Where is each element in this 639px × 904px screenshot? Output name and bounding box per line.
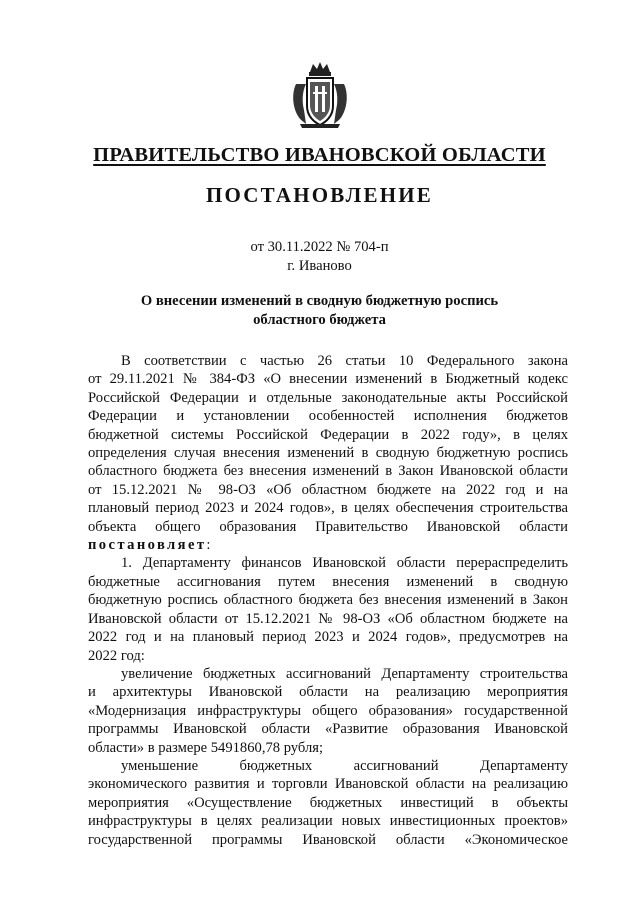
body-line: объекта общего образования Правительство Ивановской области [88,518,568,535]
body-line: 1. Департаменту финансов Ивановской области перераспределить [121,555,568,572]
date-and-place [0,238,639,276]
body-line: В соответствии с частью 26 статьи 10 Федерального закона [121,353,568,369]
coat-of-arms-emblem [290,62,350,128]
body-line: Ивановской области от 15.12.2021 № 98-ОЗ «Об областном бюджете на [88,610,568,627]
resolves-line [88,536,568,554]
body-line: от 29.11.2021 № 384-ФЗ «О внесении изменений в Бюджетный кодекс [88,371,568,388]
body-line: бюджетную роспись областного бюджета без внесения изменений в Закон [88,592,568,609]
body-line: 2022 год: [88,647,145,664]
date-number: от 30.11.2022 № 704-п [250,239,389,255]
document-body [88,352,568,849]
body-line: программы Ивановской области «Развитие образования Ивановской [88,721,568,738]
body-line: государственной программы Ивановской области «Экономическое [88,831,568,848]
body-line: уменьшение бюджетных ассигнований Департаменту [121,757,568,774]
city: г. Иваново [287,258,352,274]
body-line: от 15.12.2021 № 98-ОЗ «Об областном бюджете на 2022 год и на [88,481,568,498]
body-line: Российской Федерации и отдельные законодательные акты Российской [88,389,568,406]
body-line: определения случая внесения изменений в сводную бюджетную роспись [88,445,568,462]
body-line: экономического развития и торговли Ивановской области на реализацию [88,776,568,793]
body-line: инфраструктуры в целях реализации новых инвестиционных проектов» [88,813,568,830]
body-line: и архитектуры Ивановской области на реализацию мероприятия [88,684,568,701]
body-line: 2022 год и на плановый период 2023 и 2024 годов», предусмотрев на [88,629,568,646]
document-subject [0,292,639,330]
body-line: плановый период 2023 и 2024 годов», в целях обеспечения строительства [88,500,568,517]
body-line: бюджетной системы Российской Федерации в 2022 году», в целях [88,426,568,443]
body-line: Федерации и установлении особенностей исполнения бюджетов [88,408,568,425]
body-line: областного бюджета без внесения изменений в Закон Ивановской области [88,463,568,480]
body-line: «Модернизация инфраструктуры общего образования» государственной [88,702,568,719]
body-line: области» в размере 5491860,78 рубля; [88,739,324,756]
subject-line: О внесении изменений в сводную бюджетную роспись [140,293,499,309]
document-type: ПОСТАНОВЛЕНИЕ [205,183,434,207]
resolves-word: постановляет [88,537,207,554]
body-line: бюджетные ассигнования путем внесения изменений в сводную [88,573,568,590]
body-line: увеличение бюджетных ассигнований Департаменту строительства [121,665,568,682]
body-line: мероприятия «Осуществление бюджетных инвестиций в объекты [88,794,568,811]
resolves-colon: : [206,537,211,554]
subject-line: областного бюджета [253,312,386,328]
organization-title: ПРАВИТЕЛЬСТВО ИВАНОВСКОЙ ОБЛАСТИ [93,144,546,166]
